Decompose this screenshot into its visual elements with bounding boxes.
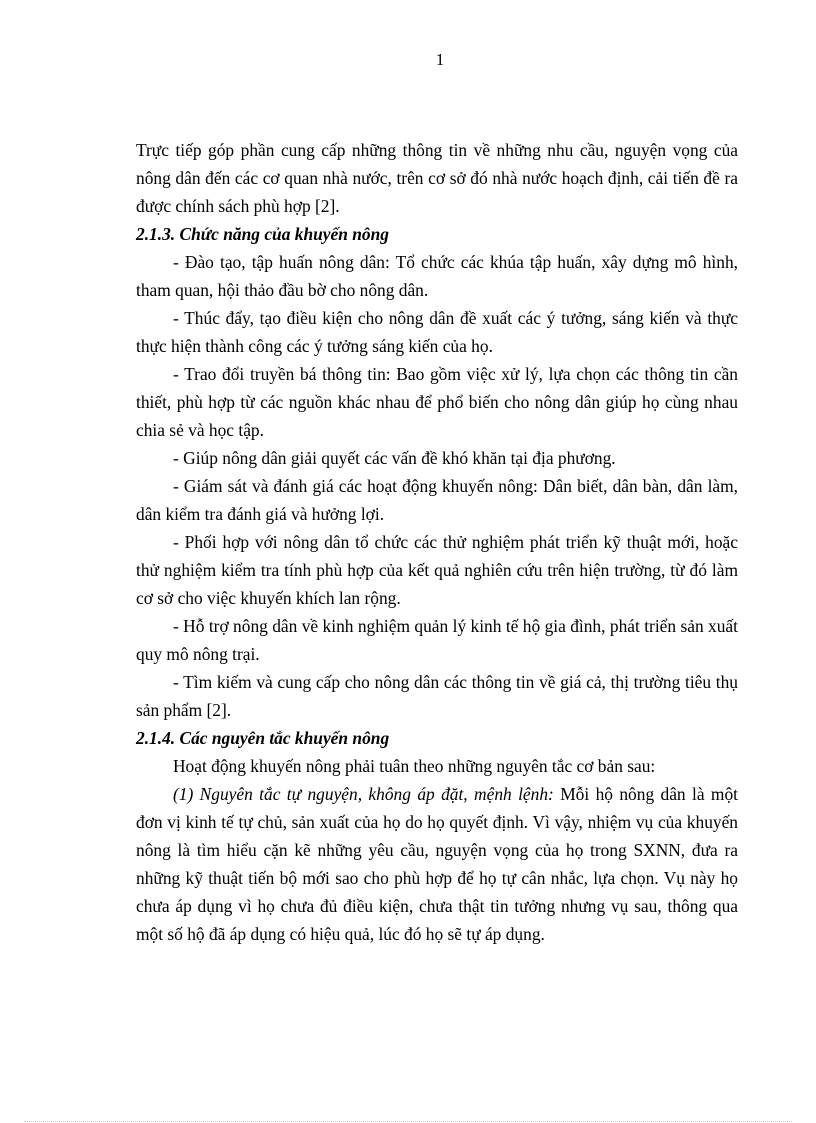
function-item: - Thúc đẩy, tạo điều kiện cho nông dân đề xuất các ý tưởng, sáng kiến và thực thực hiện thành công các ý tưởng sáng kiến của họ.	[136, 308, 738, 356]
function-item: - Phối hợp với nông dân tổ chức các thử nghiệm phát triển kỹ thuật mới, hoặc thử nghiệm kiểm tra tính phù hợp của kết quả nghiên cứu trên hiện trường, từ đó làm cơ sở cho việc khuyến khích lan rộng.	[136, 532, 738, 608]
function-item: - Giám sát và đánh giá các hoạt động khuyến nông: Dân biết, dân bàn, dân làm, dân kiểm tra đánh giá và hưởng lợi.	[136, 476, 738, 524]
page-bottom-divider	[24, 1121, 792, 1122]
function-item: - Tìm kiếm và cung cấp cho nông dân các thông tin về giá cả, thị trường tiêu thụ sản phẩm [2].	[136, 672, 738, 720]
function-item: - Giúp nông dân giải quyết các vấn đề khó khăn tại địa phương.	[173, 448, 616, 468]
section-heading-functions: 2.1.3. Chức năng của khuyến nông	[136, 224, 389, 244]
principle-1-title: (1) Nguyên tắc tự nguyện, không áp đặt, mệnh lệnh:	[173, 784, 554, 804]
function-item: - Đào tạo, tập huấn nông dân: Tổ chức các khúa tập huấn, xây dựng mô hình, tham quan, hội thảo đầu bờ cho nông dân.	[136, 252, 738, 300]
function-item: - Hỗ trợ nông dân về kinh nghiệm quản lý kinh tế hộ gia đình, phát triển sản xuất quy mô nông trại.	[136, 616, 738, 664]
principles-intro: Hoạt động khuyến nông phải tuân theo những nguyên tắc cơ bản sau:	[173, 756, 656, 776]
principle-1-body: Mỗi hộ nông dân là một đơn vị kinh tế tự chủ, sản xuất của họ do họ quyết định. Vì vậy, nhiệm vụ của khuyến nông là tìm hiểu cặn kẽ những yêu cầu, nguyện vọng của họ trong SXNN, đưa ra những kỹ thuật tiến bộ mới sao cho phù hợp để họ tự cân nhắc, lựa chọn. Vụ này họ chưa áp dụng vì họ chưa đủ điều kiện, chưa thật tin tưởng nhưng vụ sau, thông qua một số hộ đã áp dụng có hiệu quả, lúc đó họ sẽ tự áp dụng.	[136, 784, 738, 944]
document-body	[136, 136, 738, 948]
function-item: - Trao đổi truyền bá thông tin: Bao gồm việc xử lý, lựa chọn các thông tin cần thiết, phù hợp từ các nguồn khác nhau để phổ biến cho nông dân giúp họ cùng nhau chia sẻ và học tập.	[136, 364, 738, 440]
principle-1-paragraph	[136, 780, 738, 948]
intro-paragraph: Trực tiếp góp phần cung cấp những thông tin về những nhu cầu, nguyện vọng của nông dân đến các cơ quan nhà nước, trên cơ sở đó nhà nước hoạch định, cải tiến đề ra được chính sách phù hợp [2].	[136, 140, 738, 216]
section-heading-principles: 2.1.4. Các nguyên tắc khuyến nông	[136, 728, 390, 748]
page-number: 1	[435, 50, 445, 69]
